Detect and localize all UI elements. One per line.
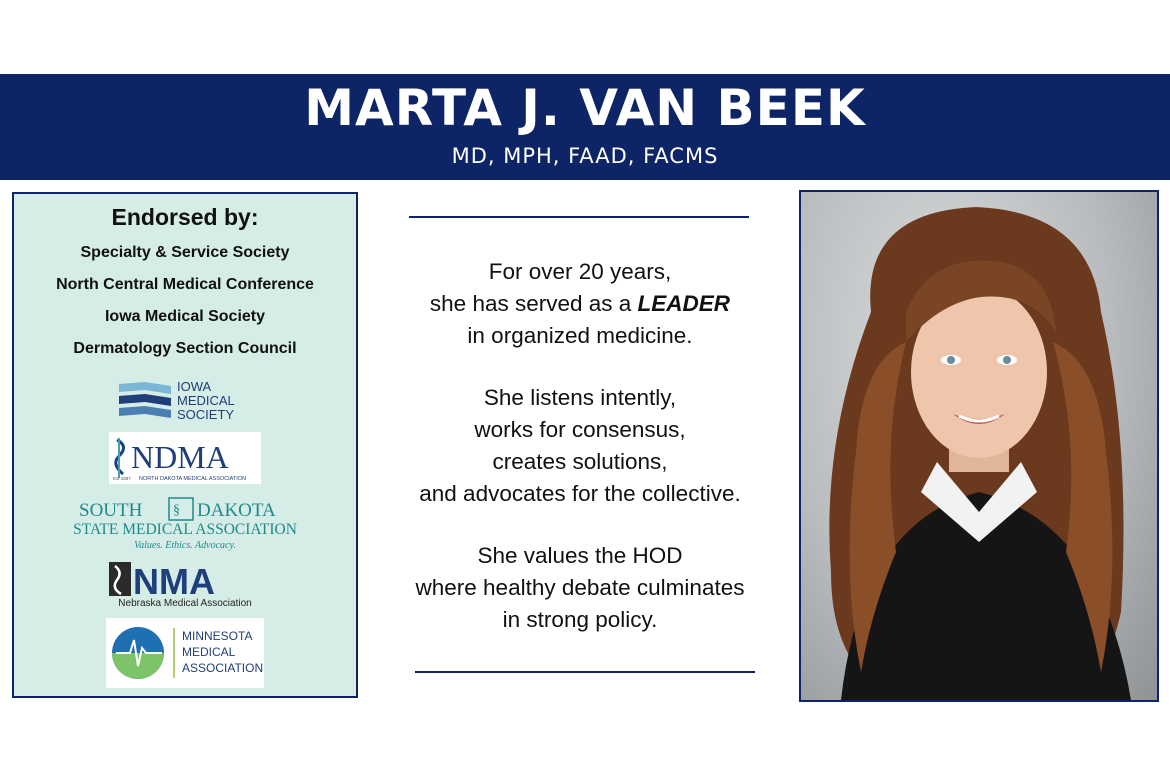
svg-text:Values. Ethics. Advocacy.: Values. Ethics. Advocacy. [134, 540, 236, 551]
candidate-portrait [799, 190, 1159, 702]
society-item: North Central Medical Conference [56, 276, 314, 293]
svg-text:NMA: NMA [133, 561, 215, 602]
svg-text:SOCIETY: SOCIETY [177, 407, 235, 422]
svg-text:MEDICAL: MEDICAL [177, 393, 235, 408]
title-banner [0, 74, 1170, 180]
svg-text:SOUTH: SOUTH [79, 500, 143, 521]
society-item: Dermatology Section Council [73, 340, 297, 357]
bio-paragraph-2: She listens intently, works for consensus, creates solutions, and advocates for the collective. [419, 385, 741, 506]
bio-text [380, 256, 780, 666]
bio-paragraph-3: She values the HOD where healthy debate culminates in strong policy. [415, 543, 745, 632]
bio-paragraph-1: For over 20 years, she has served as a LEADER in organized medicine. [429, 259, 731, 348]
leader-emphasis: LEADER [637, 291, 731, 316]
endorsements-panel [12, 192, 358, 698]
nma-logo [107, 558, 263, 608]
society-item: Iowa Medical Society [104, 308, 266, 325]
portrait-illustration [801, 192, 1157, 700]
svg-text:Nebraska Medical Association: Nebraska Medical Association [118, 598, 252, 608]
svg-text:MINNESOTA: MINNESOTA [182, 629, 253, 643]
bottom-divider [415, 671, 755, 673]
iowa-medical-society-logo [115, 378, 255, 424]
svg-text:NDMA: NDMA [131, 439, 229, 475]
svg-text:DAKOTA: DAKOTA [197, 500, 276, 521]
svg-text:STATE MEDICAL ASSOCIATION: STATE MEDICAL ASSOCIATION [73, 521, 297, 538]
svg-text:MEDICAL: MEDICAL [182, 645, 236, 659]
svg-text:§: § [173, 503, 180, 518]
endorsements-title: Endorsed by: [111, 204, 259, 230]
minnesota-medical-association-logo [106, 618, 264, 688]
svg-text:IOWA: IOWA [177, 379, 212, 394]
ndma-logo [109, 432, 261, 484]
candidate-name: MARTA J. VAN BEEK [304, 79, 866, 137]
society-item: Specialty & Service Society [80, 244, 290, 261]
top-divider [409, 216, 749, 218]
south-dakota-sma-logo [65, 494, 305, 552]
svg-text:NORTH DAKOTA MEDICAL ASSOCIATI: NORTH DAKOTA MEDICAL ASSOCIATION [139, 476, 247, 482]
svg-text:Est 1887: Est 1887 [113, 476, 131, 481]
svg-text:ASSOCIATION: ASSOCIATION [182, 661, 264, 675]
candidate-credentials: MD, MPH, FAAD, FACMS [451, 144, 719, 168]
